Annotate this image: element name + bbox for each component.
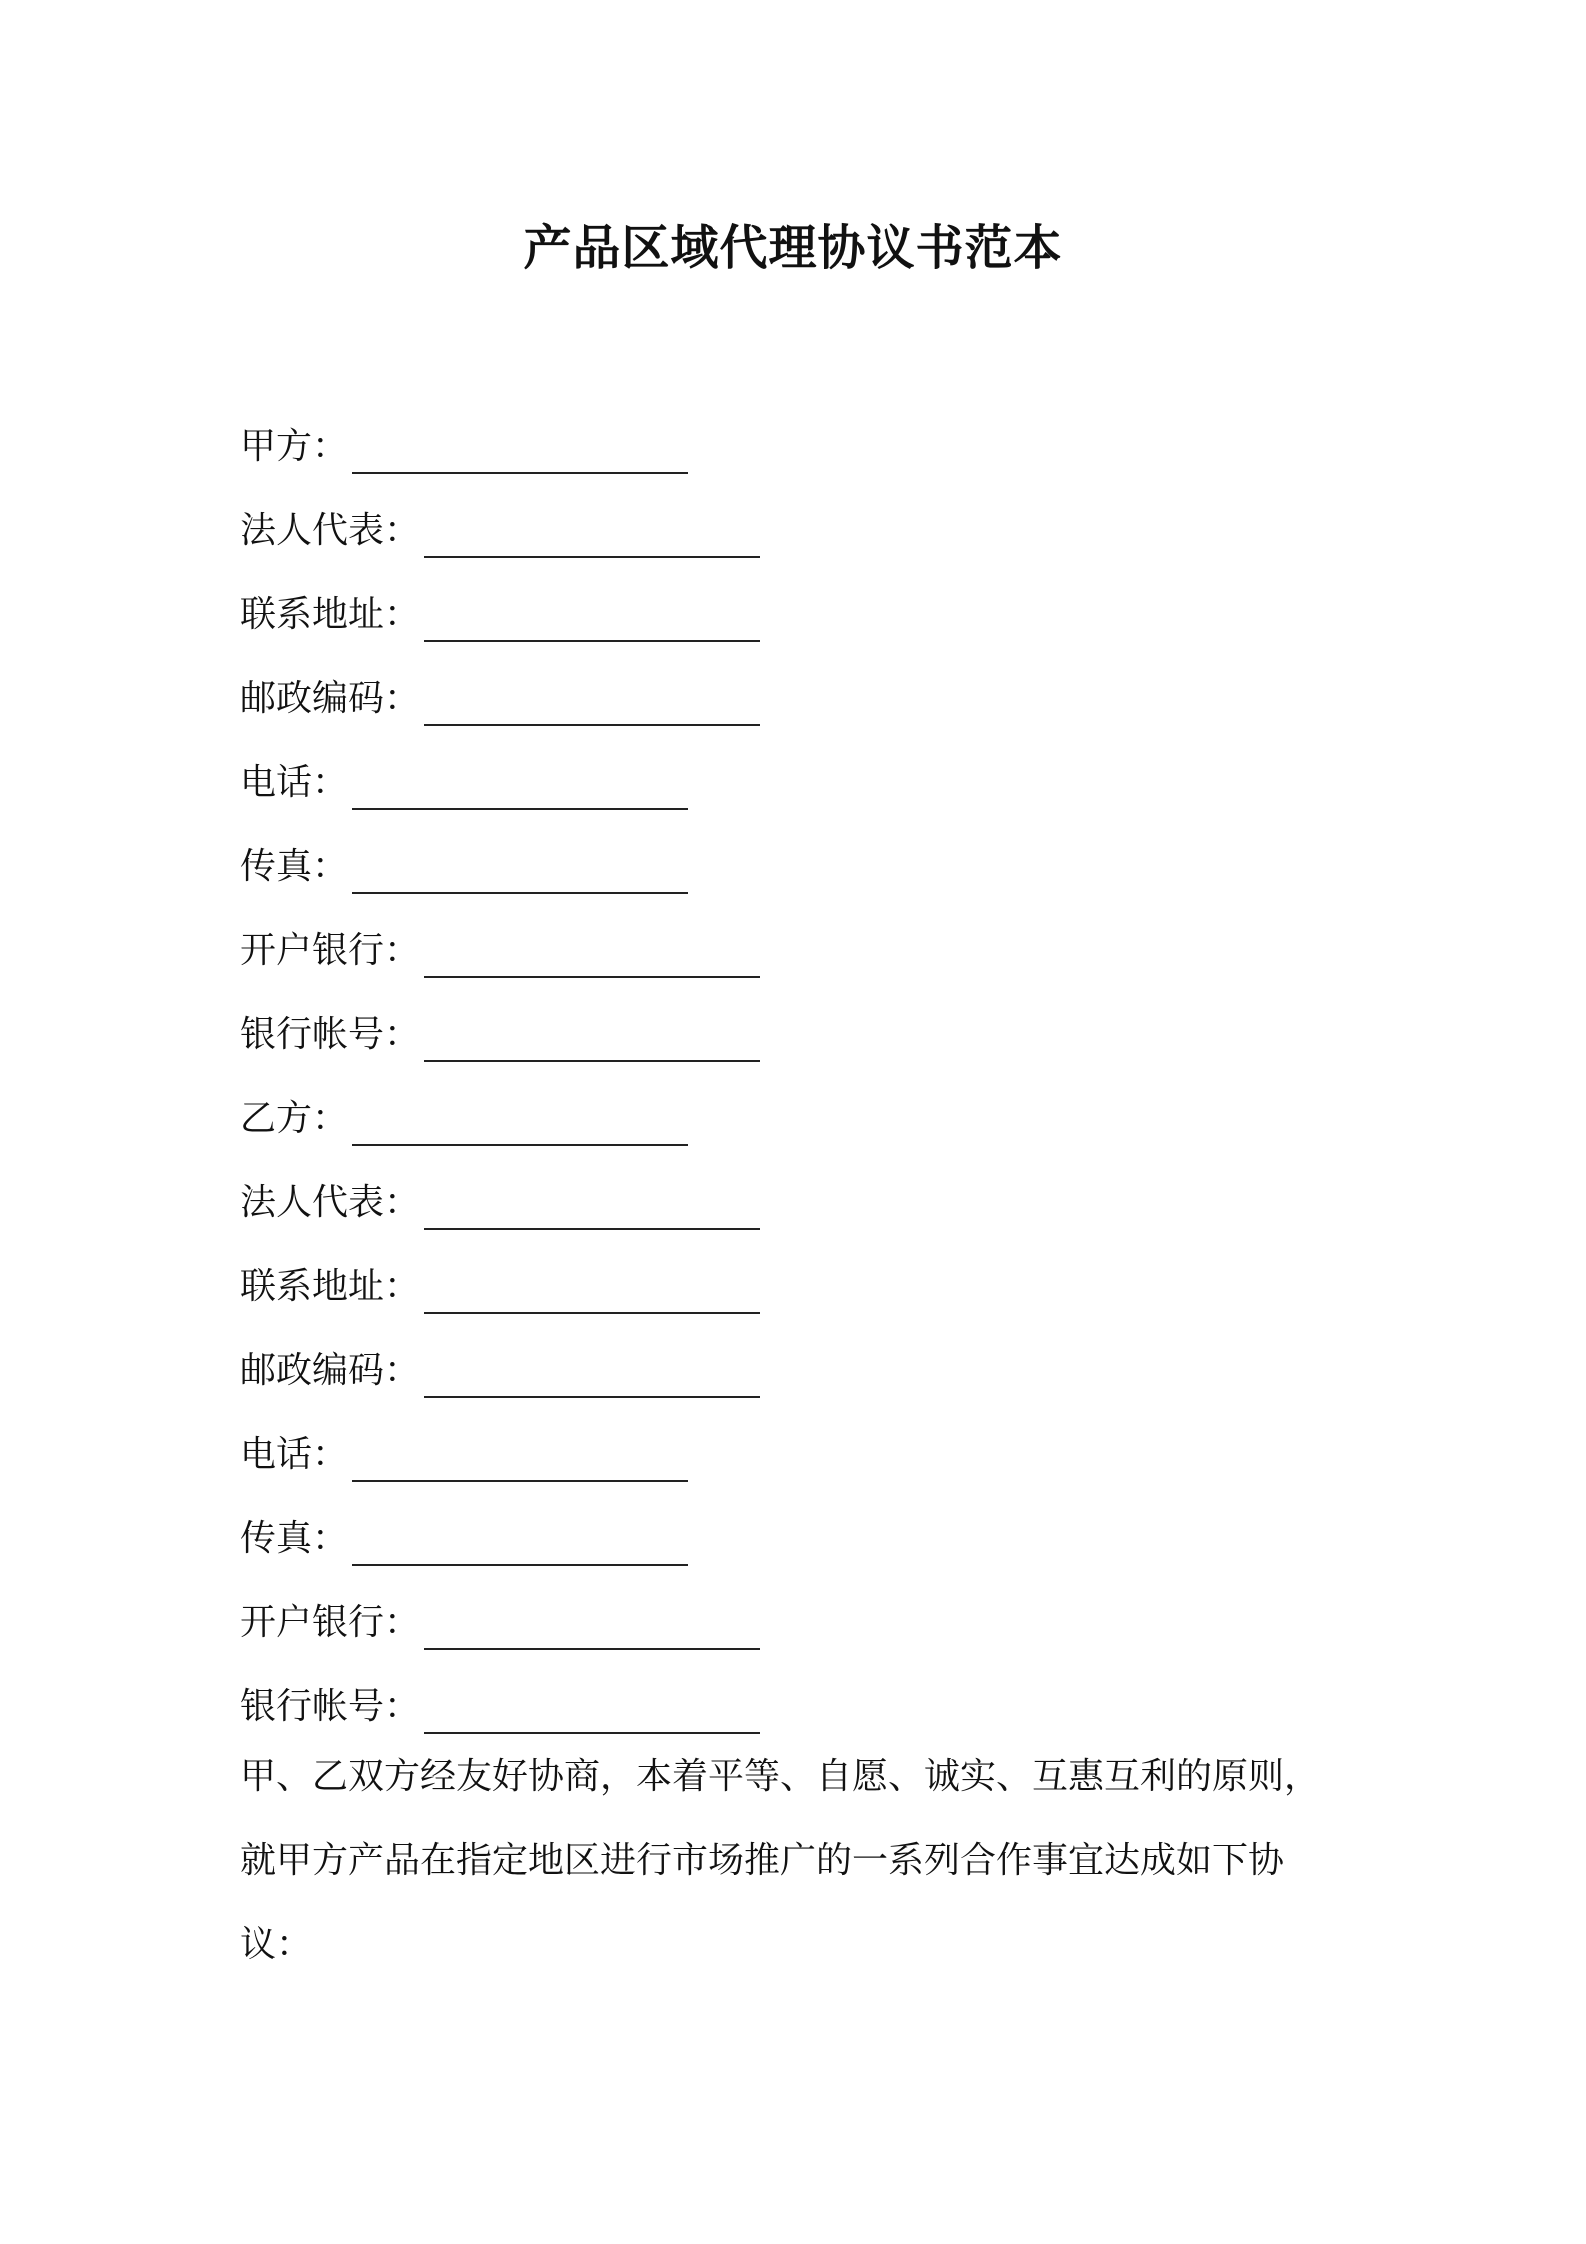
field-label: 传真： (240, 1518, 349, 1559)
agreement-intro-paragraph (240, 1735, 1360, 1987)
field-label: 传真： (240, 846, 349, 887)
fill-in-blank[interactable] (352, 852, 688, 894)
field-label: 邮政编码： (240, 1350, 421, 1391)
field-label: 开户银行： (240, 1602, 421, 1643)
fill-in-blank[interactable] (424, 516, 760, 558)
fill-in-blank[interactable] (424, 684, 760, 726)
field-row (240, 993, 1360, 1077)
field-label: 法人代表： (240, 1182, 421, 1223)
fill-in-blank[interactable] (424, 600, 760, 642)
field-label: 电话： (240, 1434, 349, 1475)
field-label: 联系地址： (240, 1266, 421, 1307)
field-row (240, 1077, 1360, 1161)
field-label: 银行帐号： (240, 1686, 421, 1727)
field-row (240, 1581, 1360, 1665)
paragraph-line: 议： (240, 1924, 313, 1965)
field-row (240, 1245, 1360, 1329)
field-label: 甲方： (240, 426, 349, 467)
field-row (240, 489, 1360, 573)
fill-in-blank[interactable] (352, 1440, 688, 1482)
field-row (240, 1329, 1360, 1413)
fill-in-blank[interactable] (424, 1692, 760, 1734)
field-label: 开户银行： (240, 930, 421, 971)
fill-in-blank[interactable] (424, 1608, 760, 1650)
document-title: 产品区域代理协议书范本 (523, 220, 1063, 276)
field-label: 银行帐号： (240, 1014, 421, 1055)
field-row (240, 1161, 1360, 1245)
field-row (240, 405, 1360, 489)
field-row (240, 741, 1360, 825)
field-row (240, 909, 1360, 993)
fill-in-blank[interactable] (352, 768, 688, 810)
field-label: 联系地址： (240, 594, 421, 635)
paragraph-line: 就甲方产品在指定地区进行市场推广的一系列合作事宜达成如下协 (240, 1840, 1285, 1881)
fill-in-blank[interactable] (352, 432, 688, 474)
fill-in-blank[interactable] (424, 1356, 760, 1398)
field-label: 邮政编码： (240, 678, 421, 719)
field-row (240, 1497, 1360, 1581)
fill-in-blank[interactable] (352, 1104, 688, 1146)
field-row (240, 825, 1360, 909)
fill-in-blank[interactable] (424, 1020, 760, 1062)
field-label: 法人代表： (240, 510, 421, 551)
fill-in-blank[interactable] (424, 936, 760, 978)
fill-in-blank[interactable] (424, 1272, 760, 1314)
field-row (240, 657, 1360, 741)
field-label: 乙方： (240, 1098, 349, 1139)
field-label: 电话： (240, 762, 349, 803)
fill-in-blank[interactable] (424, 1188, 760, 1230)
fill-in-blank[interactable] (352, 1524, 688, 1566)
paragraph-line: 甲、乙双方经友好协商，本着平等、自愿、诚实、互惠互利的原则， (240, 1756, 1321, 1797)
party-fields (240, 405, 1360, 1749)
field-row (240, 1413, 1360, 1497)
field-row (240, 573, 1360, 657)
